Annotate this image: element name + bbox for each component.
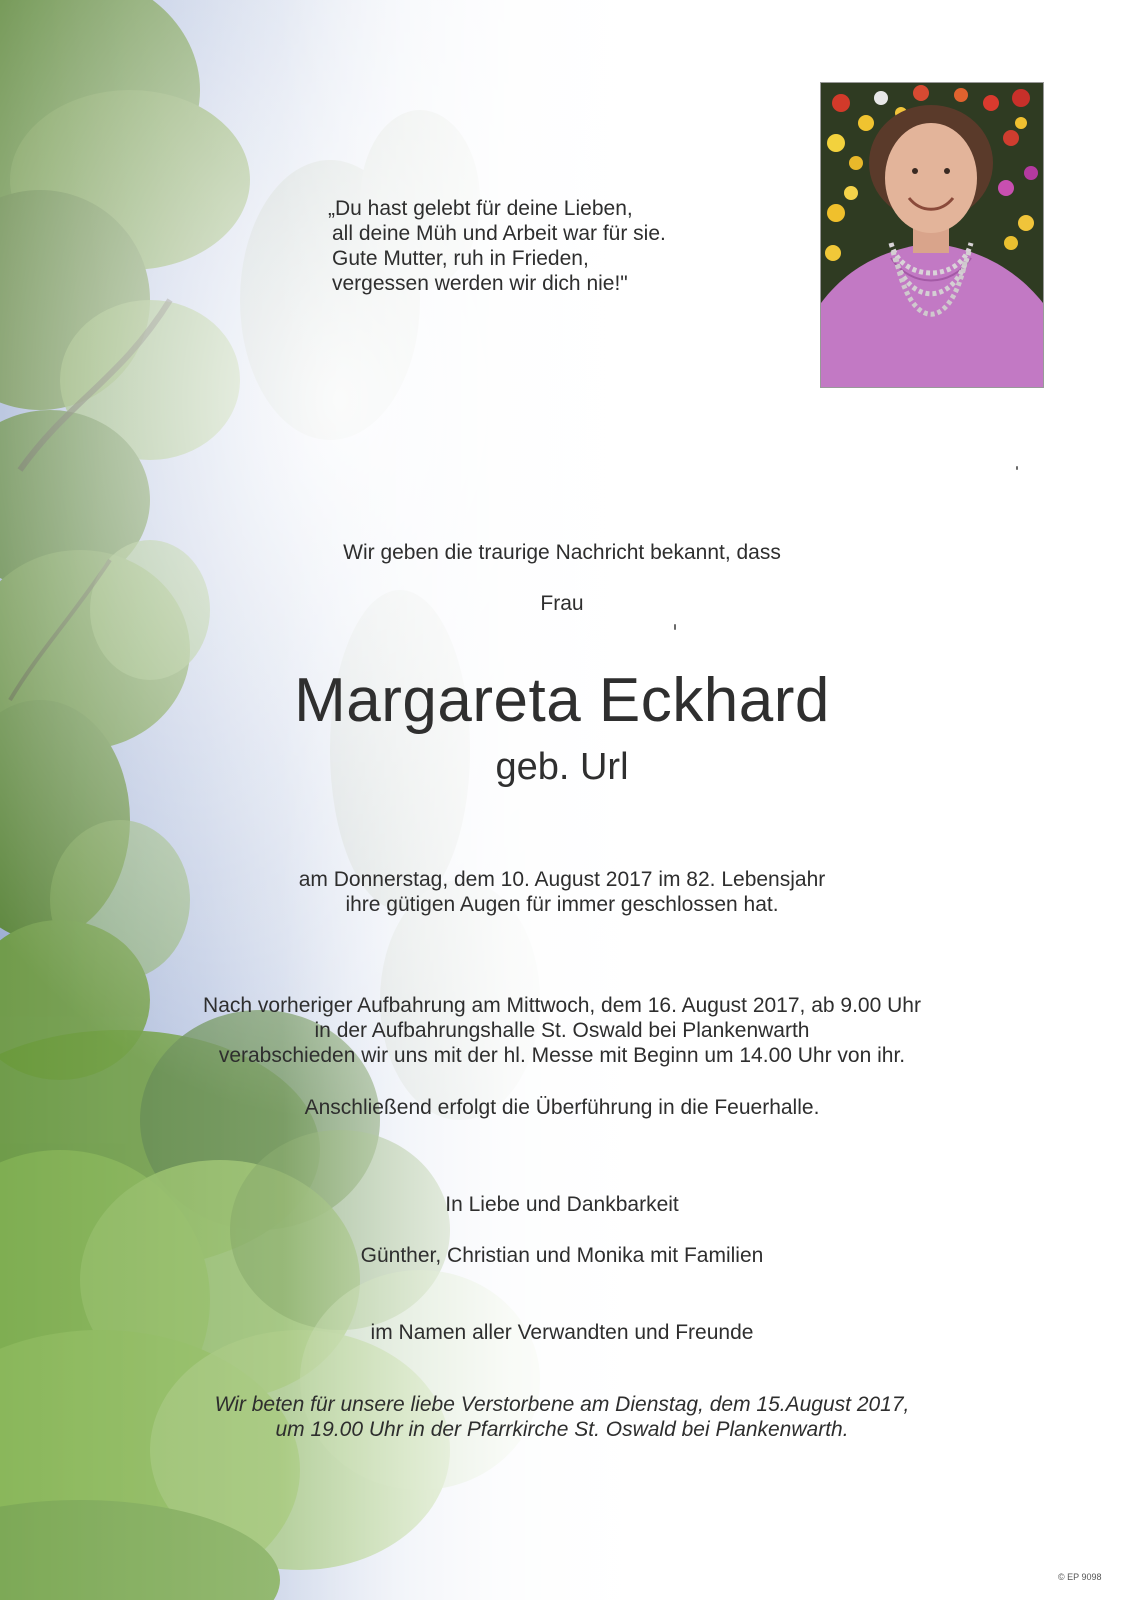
funeral-line: in der Aufbahrungshalle St. Oswald bei Plankenwarth	[314, 1019, 810, 1042]
funeral-line: verabschieden wir uns mit der hl. Messe mit Beginn um 14.00 Uhr von ihr.	[218, 1044, 906, 1067]
memorial-quote	[328, 196, 748, 296]
scan-speck	[674, 624, 676, 630]
maiden-name: geb. Url	[495, 746, 629, 788]
prayer-line: Wir beten für unsere liebe Verstorbene am Dienstag, dem 15.August 2017,	[214, 1393, 910, 1416]
closing-text: In Liebe und Dankbarkeit	[445, 1193, 679, 1216]
relatives-text: im Namen aller Verwandten und Freunde	[370, 1321, 754, 1344]
deceased-name: Margareta Eckhard	[294, 666, 830, 735]
quote-line: all deine Müh und Arbeit war für sie.	[332, 222, 666, 245]
quote-line: „Du hast gelebt für deine Lieben,	[328, 197, 633, 220]
death-line: ihre gütigen Augen für immer geschlossen hat.	[345, 893, 779, 916]
prayer-line: um 19.00 Uhr in der Pfarrkirche St. Oswald bei Plankenwarth.	[275, 1418, 849, 1441]
quote-line: vergessen werden wir dich nie!"	[332, 272, 628, 295]
footer-code: © EP 9098	[1058, 1572, 1102, 1582]
family-text: Günther, Christian und Monika mit Familien	[360, 1244, 764, 1267]
announcement-text: Wir geben die traurige Nachricht bekannt, dass	[343, 541, 781, 564]
salutation-text: Frau	[540, 592, 584, 615]
transfer-text: Anschließend erfolgt die Überführung in die Feuerhalle.	[304, 1096, 820, 1119]
funeral-line: Nach vorheriger Aufbahrung am Mittwoch, dem 16. August 2017, ab 9.00 Uhr	[203, 994, 921, 1017]
scan-speck	[1016, 466, 1018, 470]
death-line: am Donnerstag, dem 10. August 2017 im 82. Lebensjahr	[298, 868, 826, 891]
quote-line: Gute Mutter, ruh in Frieden,	[332, 247, 589, 270]
